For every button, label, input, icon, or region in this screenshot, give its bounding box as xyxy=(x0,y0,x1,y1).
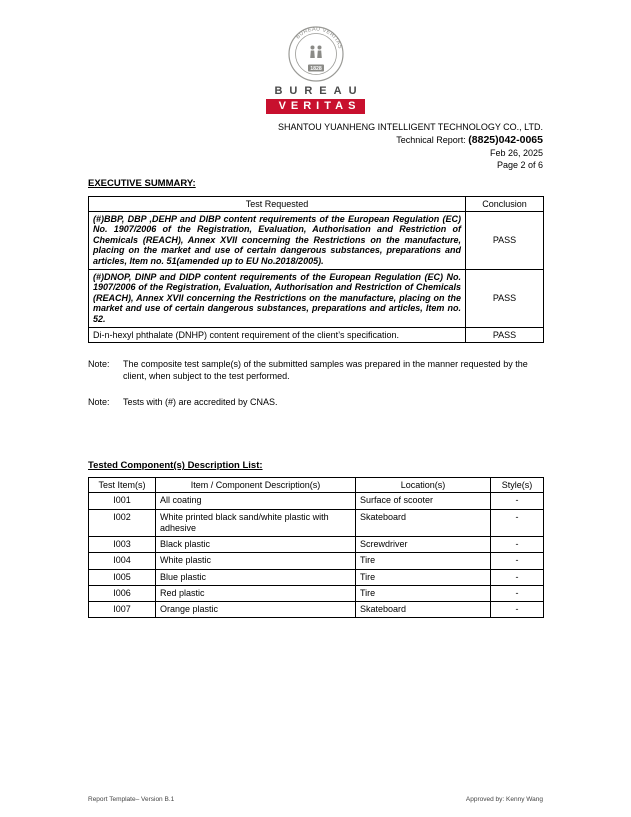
company-name: SHANTOU YUANHENG INTELLIGENT TECHNOLOGY CO., LTD. xyxy=(277,122,543,132)
note-label: Note: xyxy=(88,396,110,407)
tested-components-table xyxy=(88,477,544,618)
component-style: - xyxy=(491,493,544,509)
component-description: Orange plastic xyxy=(156,602,356,618)
test-requested-cell: (#)BBP, DBP ,DEHP and DIBP content requirements of the European Regulation (EC) No. 1907/2006 of the Registration, Evaluation, Authorisation and Restriction of Chemicals (REACH), Annex XVII concerning the Restrictions on the manufacture, placing on the market and use of certain dangerous substances, preparations and articles, Item no. 51(amended up to EU No.2018/2005). xyxy=(89,211,466,269)
conclusion-cell: PASS xyxy=(466,327,544,343)
exec-row xyxy=(89,269,544,327)
col-header-test-requested: Test Requested xyxy=(89,196,466,211)
exec-row xyxy=(89,211,544,269)
component-location: Skateboard xyxy=(356,602,491,618)
executive-summary-table xyxy=(88,196,544,344)
component-id: I001 xyxy=(89,493,156,509)
component-location: Screwdriver xyxy=(356,537,491,553)
emblem-year: 1828 xyxy=(309,66,322,72)
note-label: Note: xyxy=(88,359,110,370)
col-header-description: Item / Component Description(s) xyxy=(156,478,356,493)
component-row xyxy=(89,553,544,569)
exec-row xyxy=(89,327,544,343)
conclusion-cell: PASS xyxy=(466,269,544,327)
component-description: Red plastic xyxy=(156,585,356,601)
component-id: I006 xyxy=(89,585,156,601)
component-id: I004 xyxy=(89,553,156,569)
report-number-line xyxy=(88,133,543,147)
component-id: I003 xyxy=(89,537,156,553)
note-text: Tests with (#) are accredited by CNAS. xyxy=(123,396,278,407)
executive-summary-title: EXECUTIVE SUMMARY: xyxy=(88,177,196,189)
component-style: - xyxy=(491,569,544,585)
report-header xyxy=(88,121,543,172)
component-description: All coating xyxy=(156,493,356,509)
component-location: Surface of scooter xyxy=(356,493,491,509)
component-location: Tire xyxy=(356,553,491,569)
component-style: - xyxy=(491,585,544,601)
component-location: Tire xyxy=(356,585,491,601)
logo-bureau-text: BUREAU xyxy=(274,85,364,97)
component-style: - xyxy=(491,553,544,569)
component-location: Skateboard xyxy=(356,509,491,537)
footer-approved-by: Approved by: Kenny Wang xyxy=(465,796,543,803)
bureau-veritas-logo xyxy=(88,26,543,114)
test-requested-cell: Di-n-hexyl phthalate (DNHP) content requirement of the client’s specification. xyxy=(89,327,466,343)
test-requested-cell: (#)DNOP, DINP and DIDP content requirements of the European Regulation (EC) No. 1907/2006 of the Registration, Evaluation, Authorisation and Restriction of Chemicals (REACH), Annex XVII concerning the Restrictions on the manufacture, placing on the market and use of certain dangerous substances, preparations and articles, Item no. 52. xyxy=(89,269,466,327)
col-header-test-item: Test Item(s) xyxy=(89,478,156,493)
components-header-row xyxy=(89,478,544,493)
component-style: - xyxy=(491,509,544,537)
page-footer xyxy=(88,796,543,803)
note xyxy=(88,359,543,382)
component-style: - xyxy=(491,537,544,553)
component-description: Blue plastic xyxy=(156,569,356,585)
logo-veritas-text: VERITAS xyxy=(266,99,366,114)
note xyxy=(88,397,543,409)
emblem-figures xyxy=(310,46,322,59)
component-row xyxy=(89,537,544,553)
component-location: Tire xyxy=(356,569,491,585)
col-header-style: Style(s) xyxy=(491,478,544,493)
component-row xyxy=(89,493,544,509)
note-text: The composite test sample(s) of the submitted samples was prepared in the manner requested by the client, when subject to the test performed. xyxy=(123,359,528,381)
component-id: I007 xyxy=(89,602,156,618)
tested-components-title: Tested Component(s) Description List: xyxy=(88,460,263,472)
exec-header-row xyxy=(89,196,544,211)
component-row xyxy=(89,569,544,585)
component-style: - xyxy=(491,602,544,618)
component-description: Black plastic xyxy=(156,537,356,553)
component-row xyxy=(89,585,544,601)
footer-template-version: Report Template– Version B.1 xyxy=(88,796,175,803)
bv-emblem-icon xyxy=(288,26,344,82)
report-number: (8825)042-0065 xyxy=(468,134,543,147)
component-id: I005 xyxy=(89,569,156,585)
component-description: White printed black sand/white plastic with adhesive xyxy=(156,509,356,537)
component-row xyxy=(89,602,544,618)
col-header-conclusion: Conclusion xyxy=(466,196,544,211)
report-number-label: Technical Report: xyxy=(396,135,469,146)
conclusion-cell: PASS xyxy=(466,211,544,269)
page-indicator: Page 2 of 6 xyxy=(496,160,543,171)
component-row xyxy=(89,509,544,537)
component-description: White plastic xyxy=(156,553,356,569)
col-header-location: Location(s) xyxy=(356,478,491,493)
report-date: Feb 26, 2025 xyxy=(489,148,543,159)
emblem-arc-text: BUREAU VERITAS xyxy=(294,26,343,50)
component-id: I002 xyxy=(89,509,156,537)
